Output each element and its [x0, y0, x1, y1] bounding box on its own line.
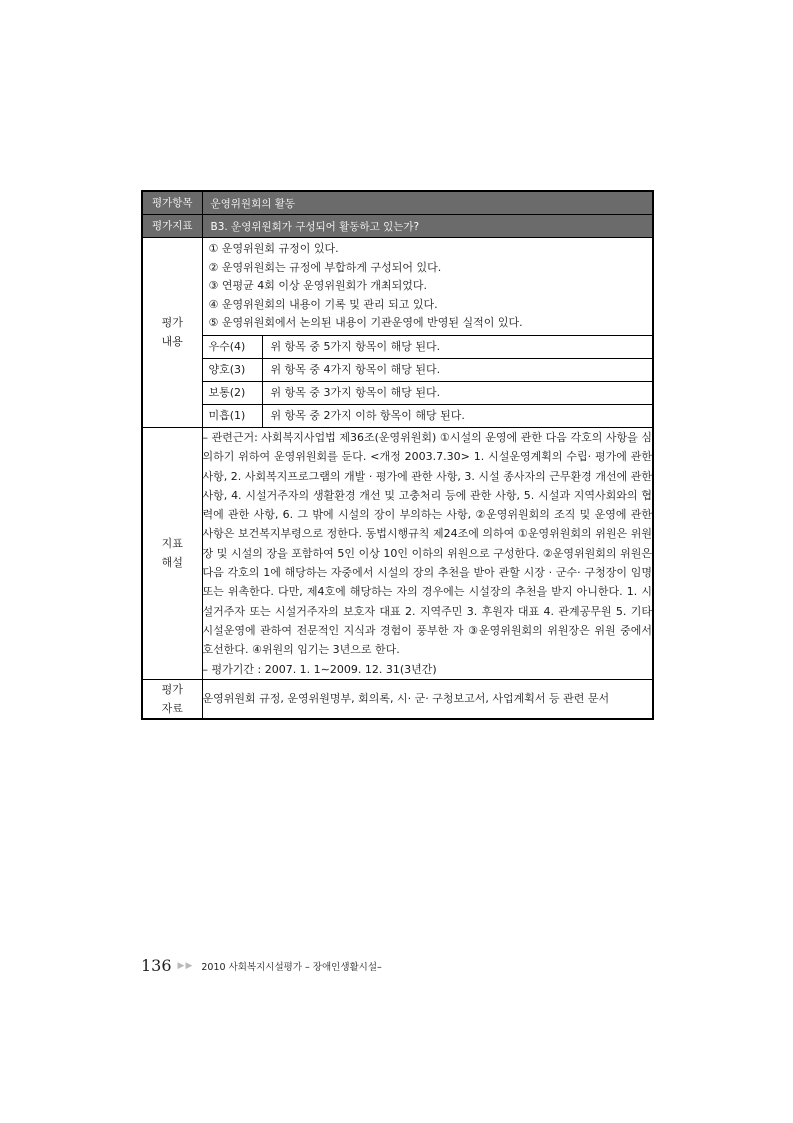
data-label: [142, 679, 202, 719]
grade-level: 미흡(1): [203, 405, 263, 427]
grade-desc: 위 항목 중 5가지 항목이 해당 된다.: [270, 339, 441, 353]
explain-row: [142, 427, 653, 679]
explain-label: [142, 427, 202, 679]
data-row: [142, 679, 653, 719]
grade-desc: 위 항목 중 3가지 항목이 해당 된다.: [270, 385, 441, 399]
item-row: [142, 191, 653, 215]
footer-title: 2010 사회복지시설평가 – 장애인생활시설–: [201, 961, 382, 973]
grade-level: 우수(4): [203, 336, 263, 358]
evaluation-table: [141, 190, 654, 720]
explain-text: – 관련근거: 사회복지사업법 제36조(운영위원회) ①시설의 운영에 관한 다음 각호의 사항을 심의하기 위하여 운영위원회를 둔다. <개정 2003.7.30> 1. 시설운영계획의 수립· 평가에 관한 사항, 2. 사회복지프로그램의 개발 · 평가에 관한 사항, 3. 시설 종사자의 근무환경 개선에 관한 사항, 4. 시설거주자의 생활환경 개선 및 고충처리 등에 관한 사항, 5. 시설과 지역사회와의 협력에 관한 사항, 6. 그 밖에 시설의 장이 부의하는 사항, ②운영위원회의 조직 및 운영에 관한 사항은 보건복지부령으로 정한다. 동법시행규칙 제24조에 의하여 ①운영위원회의 위원은 위원장 및 시설의 장을 포함하여 5인 이상 10인 이하의 위원으로 구성한다. ②운영위원회의 위원은 다음 각호의 1에 해당하는 자중에서 시설의 장의 추천을 받아 관할 시장 · 군수· 구청장이 임명 또는 위촉한다. 다만, 제4호에 해당하는 자의 경우에는 시설장의 추천을 받지 아니한다. 1. 시설거주자 또는 시설거주자의 보호자 대표 2. 지역주민 3. 후원자 대표 4. 관계공무원 5. 기타 시설운영에 관하여 전문적인 지식과 경험이 풍부한 자 ③운영위원회의 위원장은 위원 중에서 호선한다. ④위원의 임기는 3년으로 한다.: [202, 430, 652, 657]
explain-label-line-1: 지표: [161, 537, 183, 551]
explain-cell: [202, 427, 653, 679]
content-label: [142, 238, 202, 428]
data-label-line-1: 평가: [161, 682, 183, 696]
arrow-icon: ▶▶: [177, 960, 194, 971]
indicator-value: B3. 운영위원회가 구성되어 활동하고 있는가?: [202, 215, 653, 238]
content-label-line-1: 평가: [161, 316, 183, 330]
data-value: 운영위원회 규정, 운영위원명부, 회의록, 시· 군· 구청보고서, 사업계획서 등 관련 문서: [202, 679, 653, 719]
explain-label-line-2: 해설: [161, 556, 183, 570]
criteria-item: ② 운영위원회는 규정에 부합하게 구성되어 있다.: [208, 260, 442, 274]
content-label-line-2: 내용: [161, 335, 183, 349]
content-cell: [202, 238, 653, 428]
indicator-label: 평가지표: [142, 215, 202, 238]
indicator-row: [142, 215, 653, 238]
grade-row: [203, 335, 653, 358]
grade-desc: 위 항목 중 2가지 이하 항목이 해당 된다.: [270, 408, 465, 422]
grade-row: [203, 381, 653, 404]
grade-row: [203, 358, 653, 381]
grade-row: [203, 404, 653, 427]
criteria-list: [203, 238, 653, 335]
item-value: 운영위원회의 활동: [202, 191, 653, 215]
criteria-item: ⑤ 운영위원회에서 논의된 내용이 기관운영에 반영된 실적이 있다.: [208, 316, 523, 330]
grade-level: 양호(3): [203, 359, 263, 381]
criteria-item: ③ 연평균 4회 이상 운영위원회가 개최되었다.: [208, 279, 427, 293]
evaluation-period: – 평가기간 : 2007. 1. 1∼2009. 12. 31(3년간): [202, 662, 437, 676]
page-number: 136: [141, 956, 172, 975]
item-label: 평가항목: [142, 191, 202, 215]
criteria-item: ④ 운영위원회의 내용이 기록 및 관리 되고 있다.: [208, 297, 438, 311]
data-label-line-2: 자료: [161, 701, 183, 715]
grade-level: 보통(2): [203, 382, 263, 404]
page-footer: [141, 956, 382, 975]
criteria-item: ① 운영위원회 규정이 있다.: [208, 242, 339, 255]
grade-desc: 위 항목 중 4가지 항목이 해당 된다.: [270, 362, 441, 376]
content-row: [142, 238, 653, 428]
